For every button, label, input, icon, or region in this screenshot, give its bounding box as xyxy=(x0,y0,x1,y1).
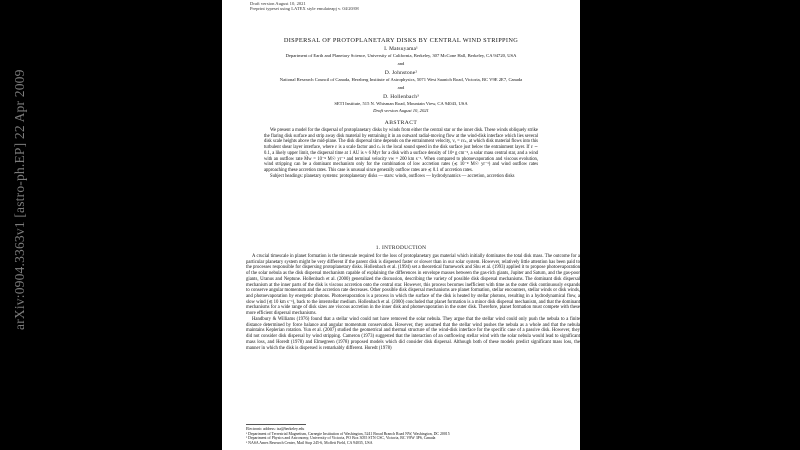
paper-page xyxy=(222,0,580,450)
paragraph: Handbury & Williams (1976) found that a stellar wind could not have removed the solar nebula. They argue that the stellar wind could only push the nebula to a finite distance determined by force balance and angular momentum conservation. However, they assumed that the stellar wind pushes the nebula as a whole and that the nebula maintains Keplerian rotation. Yun et al. (2007) studied the geometrical and thermal structure of the wind-disk interface for the specific case of a passive disk. However, they did not consider disk dispersal by wind stripping. Cameron (1973) suggested that the interaction of an outflowing stellar wind with the solar nebula would lead to significant mass loss, and Horedt (1978) and Elmegreen (1978) proposed models which did consider disk dispersal. Although both of these models predict significant mass loss, the manner in which the disk is dispersed is remarkably different. Horedt (1978) xyxy=(246,316,580,351)
author-name: D. Hollenbach³ xyxy=(383,94,419,100)
abstract-text: We present a model for the dispersal of protoplanetary disks by winds from either the central star or the inner disk. These winds obliquely strike the flaring disk surface and strip away disk material by entraining it in an outward radial-moving flow at the wind-disk interface which lies several disk scale heights above the mid-plane. The disk dispersal time depends on the entrainment velocity, vₑ = εcₛ, at which disk material flows into this turbulent shear layer interface, where ε is a scale factor and cₛ is the local sound speed in the disk surface just below the entrainment layer. If ε ∼ 0.1, a likely upper limit, the dispersal time at 1 AU is ≈ 6 Myr for a disk with a surface density of 10³ g cm⁻², a solar mass central star, and a wind with an outflow rate Ṁw = 10⁻⁸ M☉ yr⁻¹ and terminal velocity vw = 200 km s⁻¹. When compared to photoevaporation and viscous evolution, wind stripping can be a dominant mechanism only for the combination of low accretion rates (≲ 10⁻⁸ M☉ yr⁻¹) and wind outflow rates approaching these accretion rates. This case is unusual since generally outflow rates are ≲ 0.1 of accretion rates. xyxy=(264,128,538,174)
draft-header: Draft version August 10, 2021 xyxy=(250,1,306,6)
email-footnote: Electronic address: isa@berkeley.edu xyxy=(246,427,305,431)
author-name: D. Johnstone² xyxy=(384,70,418,76)
footnote-rule xyxy=(246,424,306,425)
and-separator: and xyxy=(397,85,405,90)
draft-date: Draft version August 10, 2021 xyxy=(373,108,429,113)
section-heading: 1. INTRODUCTION xyxy=(375,245,427,251)
footnote: ¹ Department of Terrestrial Magnetism, Carnegie Institution of Washington, 5241 Broad Branch Road NW, Washington, DC 20015 xyxy=(246,431,450,436)
footnotes xyxy=(246,427,580,445)
author-affiliation: SETI Institute, 515 N. Whisman Road, Mountain View, CA 94043, USA xyxy=(334,101,468,106)
author-affiliation: National Research Council of Canada, Herzberg Institute of Astrophysics, 5071 West Saanich Road, Victoria, BC V9E 2E7, Canada xyxy=(279,77,523,82)
paper-title: DISPERSAL OF PROTOPLANETARY DISKS BY CENTRAL WIND STRIPPING xyxy=(283,37,519,44)
abstract-heading: ABSTRACT xyxy=(384,120,418,126)
and-separator: and xyxy=(397,61,405,66)
footnote: ² Department of Physics and Astronomy, University of Victoria, PO Box 3055 STN CSC, Victoria, BC V8W 3P6, Canada xyxy=(246,436,436,441)
introduction-body xyxy=(246,254,580,351)
abstract xyxy=(264,128,538,179)
paragraph: A crucial timescale in planet formation is the timescale required for the loss of protoplanetary gas material which initially dominates the total disk mass. The outcome for a particular planetary system might be very different if the parent disk is dispersed faster or slower than in our solar system. However, relatively little attention has been paid to the processes responsible for dispersing protoplanetary disks. Hollenbach et al. (1994) set a theoretical framework and Shu et al. (1993) applied it to propose photoevaporation of the solar nebula as the disk dispersal mechanism capable of explaining the differences in envelope masses between the gas-rich giants, Jupiter and Saturn, and the gas-poor giants, Uranus and Neptune. Hollenbach et al. (2000) generalized the discussion, describing the variety of possible disk dispersal mechanisms. The dominant disk dispersal mechanism at the inner parts of the disk is viscous accretion onto the central star. However, this process becomes inefficient with time as the outer disk continuously expands to conserve angular momentum and the accretion rate decreases. Other possible disk dispersal mechanisms are planet formation, stellar encounters, stellar winds or disk winds, and photoevaporation by energetic photons. Photoevaporation is a process in which the surface of the disk is heated by stellar photons, resulting in a hydrodynamical flow, a slow wind (≲ 10 km s⁻¹), back to the interstellar medium. Hollenbach et al. (2000) concluded that planet formation is a minor disk dispersal mechanism, and that the dominant mechanisms for a wide range of disk sizes are viscous accretion in the inner disk and photoevaporation in the outer disk. Therefore, planet formation must compete with these more efficient dispersal mechanisms. xyxy=(246,254,580,317)
arxiv-identifier: arXiv:0904.3363v1 [astro-ph.EP] 22 Apr 2009 xyxy=(12,69,27,330)
author-affiliation: Department of Earth and Planetary Science, University of California, Berkeley, 307 McCone Hall, Berkeley, CA 94720, USA xyxy=(285,53,517,58)
preprint-header: Preprint typeset using LATEX style emulateapj v. 04/20/08 xyxy=(250,6,359,11)
author-name: I. Matsuyama¹ xyxy=(384,46,418,52)
subject-headings: Subject headings: planetary systems: protoplanetary disks — stars: winds, outflows — hydrodynamics — accretion, accretion disks xyxy=(270,173,515,179)
footnote: ³ NASA Ames Research Center, Mail Stop 245-6, Moffett Field, CA 94035, USA xyxy=(246,440,373,445)
